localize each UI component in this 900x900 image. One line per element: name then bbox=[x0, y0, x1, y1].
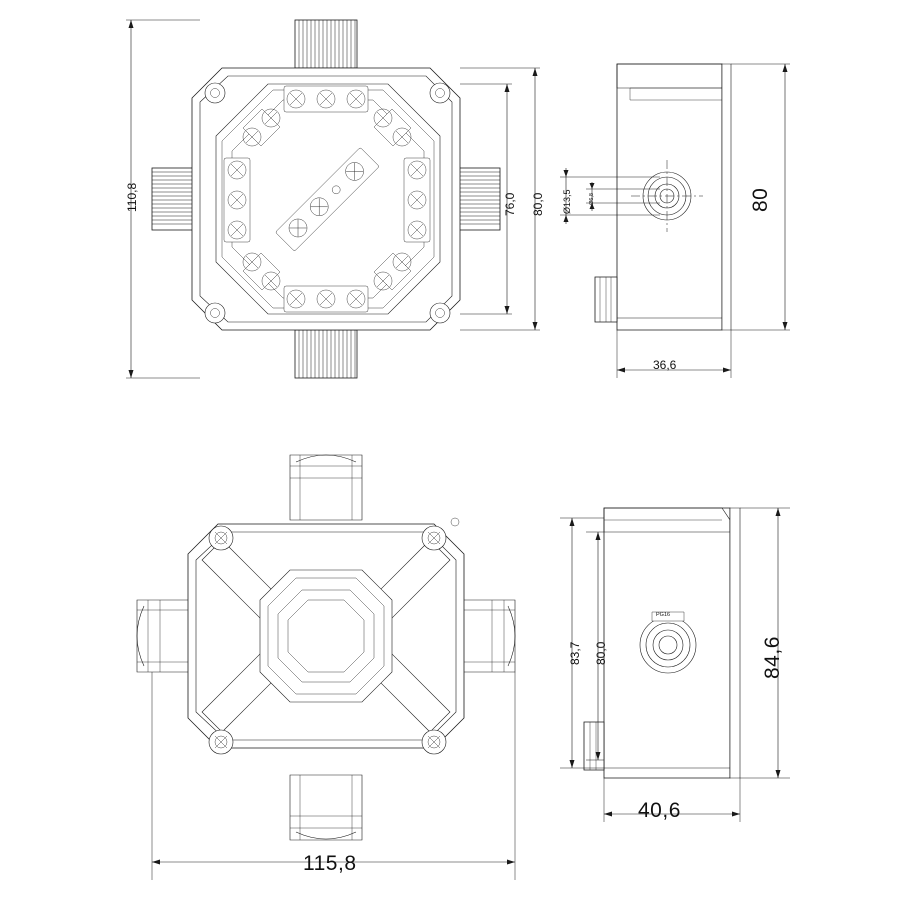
dimension-label-40-6: 40,6 bbox=[638, 799, 681, 822]
gland-housing-top bbox=[290, 455, 362, 520]
terminal-strip-right bbox=[404, 158, 430, 242]
gland-housing-bottom bbox=[290, 775, 362, 840]
terminal-strip-bottom bbox=[284, 286, 368, 312]
dimension-label-80: 80 bbox=[749, 187, 772, 212]
dimension-label-83-7: 83,7 bbox=[568, 641, 582, 665]
dimension-label-84-6: 84,6 bbox=[761, 636, 784, 679]
bottom-right-view bbox=[560, 508, 790, 822]
bottom-left-view bbox=[137, 455, 515, 880]
dimension-label-80-0-top: 80,0 bbox=[531, 192, 545, 216]
terminal-strip-top bbox=[284, 86, 368, 112]
dimension-label-dia-13-5: Ø13,5 bbox=[562, 189, 572, 214]
dimension-label-76-0: 76,0 bbox=[503, 192, 517, 216]
top-left-view bbox=[126, 20, 540, 378]
dimension-label-110-8: 110,8 bbox=[125, 182, 139, 212]
dimension-label-115-8: 115,8 bbox=[303, 852, 357, 875]
annotation-label-pg16: PG16 bbox=[656, 612, 671, 618]
gland-bottom bbox=[295, 330, 357, 378]
dimension-label-80-0-bottom: 80,0 bbox=[594, 641, 608, 665]
gland-top bbox=[295, 20, 357, 68]
top-right-view bbox=[560, 64, 790, 378]
dimension-label-dia-6-8: Ø6,8 bbox=[589, 193, 595, 205]
terminal-strip-left bbox=[224, 158, 250, 242]
dimension-label-36-6: 36,6 bbox=[653, 358, 677, 372]
